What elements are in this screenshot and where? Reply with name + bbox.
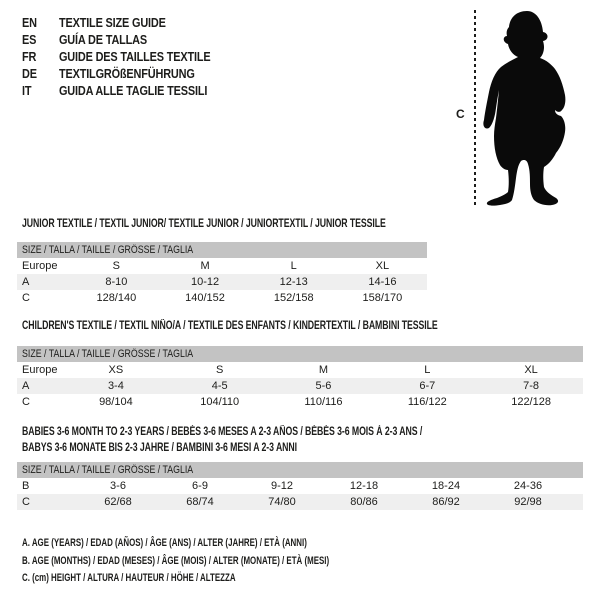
language-code: FR (22, 49, 37, 64)
size-cell: 6-9 (192, 480, 208, 492)
legend-notes (22, 535, 449, 588)
language-label: GUIDE DES TAILLES TEXTILE (58, 49, 211, 64)
table-row (17, 494, 583, 510)
size-cell: 7-8 (523, 380, 540, 392)
size-cell: 18-24 (431, 480, 461, 492)
size-cell: 152/158 (273, 292, 314, 304)
row-label: C (22, 396, 30, 408)
table-row (17, 362, 583, 378)
row-label: Europe (22, 364, 58, 376)
size-cell: 8-10 (105, 276, 128, 288)
size-header-bar (17, 346, 583, 362)
size-cell: S (112, 260, 121, 272)
size-cell: 104/110 (200, 396, 240, 408)
language-row (22, 65, 210, 82)
height-measure-label: C (456, 107, 465, 121)
section-title-babies (22, 424, 549, 456)
size-cell: L (290, 260, 297, 272)
size-cell: 98/104 (99, 396, 133, 408)
size-cell: M (200, 260, 210, 272)
language-row (22, 14, 210, 31)
table-body (17, 478, 583, 510)
size-table-children (17, 346, 583, 410)
section-title-text: JUNIOR TEXTILE / TEXTIL JUNIOR/ TEXTILE JUNIOR / JUNIORTEXTIL / JUNIOR TESSILE (22, 218, 386, 230)
toddler-silhouette (482, 8, 568, 208)
row-label: C (22, 292, 30, 304)
section-title-text: CHILDREN'S TEXTILE / TEXTIL NIÑO/A / TEXTILE DES ENFANTS / KINDERTEXTIL / BAMBINI TESSILE (22, 320, 438, 332)
size-cell: L (424, 364, 431, 376)
table-row (17, 478, 583, 494)
language-row (22, 48, 210, 65)
height-measure-dotted-line (474, 10, 476, 208)
table-body (17, 258, 427, 306)
size-header-text: SIZE / TALLA / TAILLE / GRÖSSE / TAGLIA (22, 464, 194, 476)
size-cell: 24-36 (513, 480, 543, 492)
size-cell: M (318, 364, 329, 376)
size-cell: 9-12 (270, 480, 294, 492)
row-label: C (22, 496, 30, 508)
language-code: ES (22, 32, 37, 47)
size-cell: 6-7 (419, 380, 436, 392)
size-cell: 80/86 (350, 496, 378, 508)
size-cell: XS (108, 364, 124, 376)
language-label: GUIDA ALLE TAGLIE TESSILI (58, 83, 208, 98)
language-code: EN (22, 15, 37, 30)
size-cell: 74/80 (268, 496, 296, 508)
size-header-bar (17, 462, 583, 478)
table-row (17, 378, 583, 394)
language-label: GUÍA DE TALLAS (58, 32, 148, 47)
size-cell: 116/122 (407, 396, 447, 408)
language-code: IT (22, 83, 32, 98)
language-label: TEXTILGRÖßENFÜHRUNG (58, 66, 195, 81)
legend-note-line: A. AGE (YEARS) / EDAD (AÑOS) / ÂGE (ANS) / ALTER (JAHRE) / ETÀ (ANNI) (22, 537, 307, 549)
table-row (17, 394, 583, 410)
size-header-text: SIZE / TALLA / TAILLE / GRÖSSE / TAGLIA (22, 244, 194, 256)
size-cell: 158/170 (362, 292, 403, 304)
table-body (17, 362, 583, 410)
size-cell: XL (524, 364, 538, 376)
section-title-junior (22, 216, 501, 232)
table-row (17, 290, 427, 306)
section-title-text: BABIES 3-6 MONTH TO 2-3 YEARS / BEBÉS 3-6 MESES A 2-3 AÑOS / BÉBÉS 3-6 MOIS À 2-3 ANS / (22, 426, 423, 438)
size-header-bar (17, 242, 427, 258)
language-label: TEXTILE SIZE GUIDE (58, 15, 166, 30)
size-cell: 3-6 (110, 480, 126, 492)
section-title-text: BABYS 3-6 MONATE BIS 2-3 JAHRE / BAMBINI 3-6 MESI A 2-3 ANNI (22, 442, 298, 454)
size-cell: 122/128 (511, 396, 551, 408)
row-label: Europe (22, 260, 58, 272)
size-cell: 14-16 (368, 276, 397, 288)
language-row (22, 31, 210, 48)
size-cell: 128/140 (96, 292, 137, 304)
size-cell: 92/98 (514, 496, 542, 508)
row-label: B (22, 480, 30, 492)
size-cell: 62/68 (104, 496, 132, 508)
size-cell: 10-12 (190, 276, 220, 288)
size-table-babies (17, 462, 583, 510)
row-label: A (22, 380, 30, 392)
size-cell: 110/116 (304, 396, 343, 408)
size-header-text: SIZE / TALLA / TAILLE / GRÖSSE / TAGLIA (22, 348, 194, 360)
legend-note-line: B. AGE (MONTHS) / EDAD (MESES) / ÂGE (MOIS) / ALTER (MONATE) / ETÀ (MESI) (22, 554, 330, 567)
size-cell: 140/152 (185, 292, 225, 304)
language-title-list (22, 14, 246, 99)
section-title-children (22, 318, 569, 334)
language-row (22, 82, 210, 99)
size-cell: S (216, 364, 224, 376)
size-cell: 12-13 (279, 276, 308, 288)
size-cell: XL (375, 260, 390, 272)
size-cell: 12-18 (349, 480, 379, 492)
legend-note-line: C. (cm) HEIGHT / ALTURA / HAUTEUR / HÖHE / ALTEZZA (22, 572, 236, 584)
size-cell: 68/74 (186, 496, 214, 508)
table-row (17, 258, 427, 274)
size-table-junior (17, 242, 427, 306)
size-cell: 5-6 (315, 380, 332, 392)
row-label: A (22, 276, 30, 288)
language-code: DE (22, 66, 37, 81)
size-cell: 3-4 (107, 380, 124, 392)
table-row (17, 274, 427, 290)
size-cell: 86/92 (432, 496, 460, 508)
size-cell: 4-5 (211, 380, 228, 392)
